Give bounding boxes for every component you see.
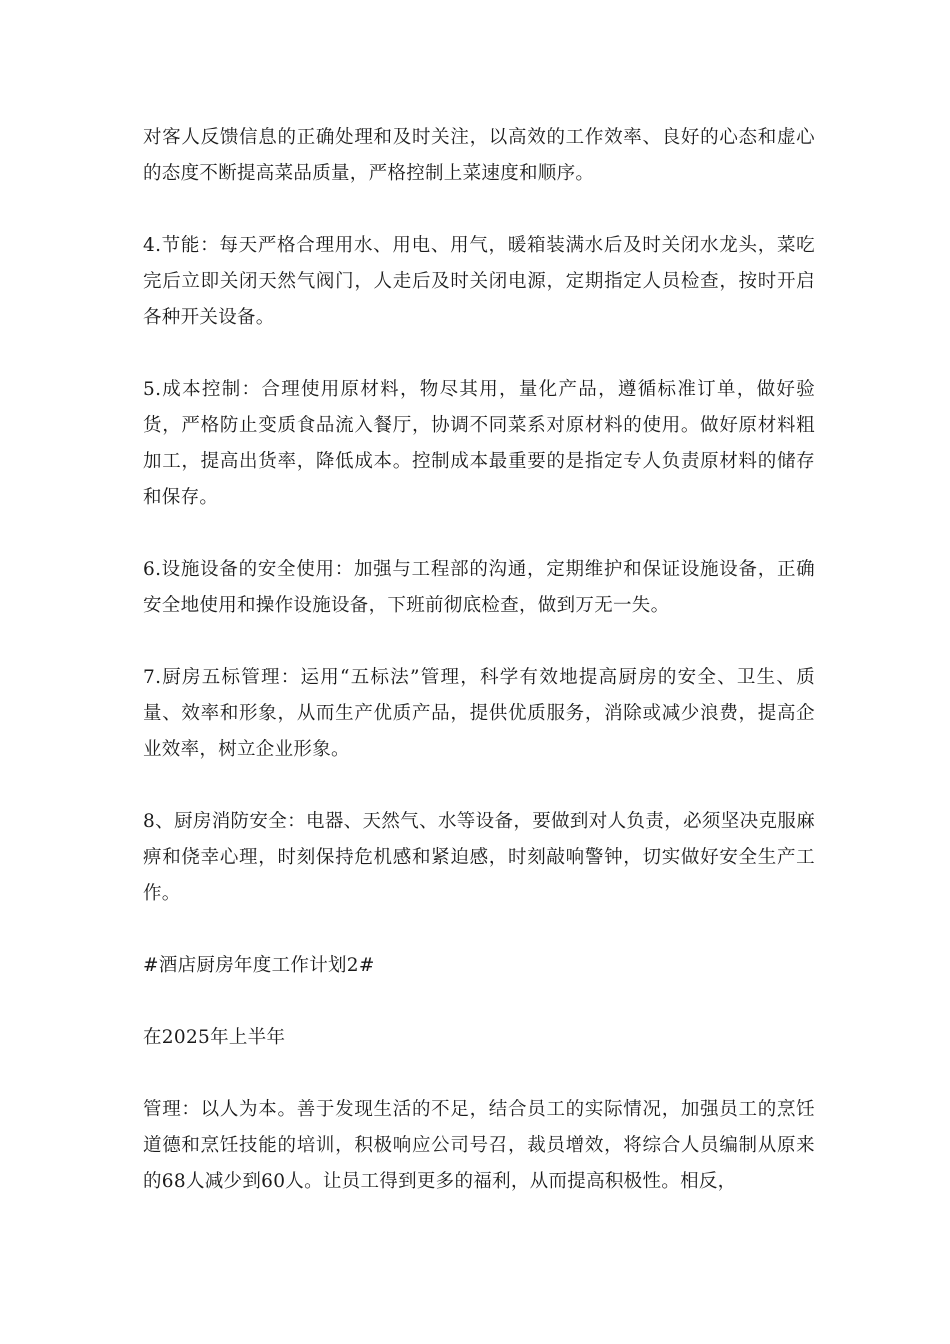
document-body <box>143 120 815 1200</box>
paragraph-equipment-safety: 6.设施设备的安全使用：加强与工程部的沟通，定期维护和保证设施设备，正确安全地使用和操作设施设备，下班前彻底检查，做到万无一失。 <box>143 559 815 616</box>
section-heading-plan-2: #酒店厨房年度工作计划2# <box>143 955 375 976</box>
paragraph-five-standard-management: 7.厨房五标管理：运用“五标法”管理，科学有效地提高厨房的安全、卫生、质量、效率和形象，从而生产优质产品，提供优质服务，消除或减少浪费，提高企业效率，树立企业形象。 <box>143 667 815 760</box>
paragraph-gap <box>143 336 815 372</box>
paragraph-cost-control: 5.成本控制：合理使用原材料，物尽其用，量化产品，遵循标准订单，做好验货，严格防止变质食品流入餐厅，协调不同菜系对原材料的使用。做好原材料粗加工，提高出货率，降低成本。控制成本最重要的是指定专人负责原材料的储存和保存。 <box>143 379 815 508</box>
paragraph-gap <box>143 192 815 228</box>
paragraph-fire-safety: 8、厨房消防安全：电器、天然气、水等设备，要做到对人负责，必须坚决克服麻痹和侥幸心理，时刻保持危机感和紧迫感，时刻敲响警钟，切实做好安全生产工作。 <box>143 811 815 904</box>
paragraph-customer-feedback: 对客人反馈信息的正确处理和及时关注，以高效的工作效率、良好的心态和虚心的态度不断提高菜品质量，严格控制上菜速度和顺序。 <box>143 127 815 184</box>
paragraph-gap <box>143 912 815 948</box>
paragraph-first-half-year: 在2025年上半年 <box>143 1027 286 1048</box>
paragraph-gap <box>143 768 815 804</box>
paragraph-gap <box>143 516 815 552</box>
paragraph-gap <box>143 1056 815 1092</box>
paragraph-management: 管理：以人为本。善于发现生活的不足，结合员工的实际情况，加强员工的烹饪道德和烹饪技能的培训，积极响应公司号召，裁员增效，将综合人员编制从原来的68人减少到60人。让员工得到更多的福利，从而提高积极性。相反， <box>143 1099 815 1192</box>
paragraph-gap <box>143 624 815 660</box>
paragraph-gap <box>143 984 815 1020</box>
paragraph-energy-saving: 4.节能：每天严格合理用水、用电、用气，暖箱装满水后及时关闭水龙头，菜吃完后立即关闭天然气阀门，人走后及时关闭电源，定期指定人员检查，按时开启各种开关设备。 <box>143 235 815 328</box>
